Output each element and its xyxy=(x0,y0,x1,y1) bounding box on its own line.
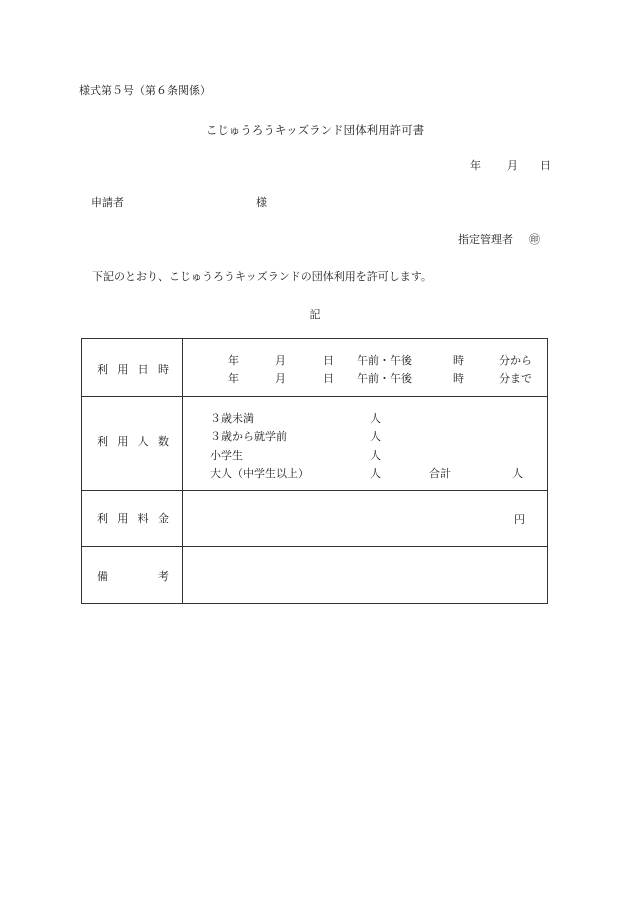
label-char: 用 xyxy=(117,435,129,448)
date-month: 月 xyxy=(507,159,518,172)
form-number: 様式第５号（第６条関係） xyxy=(79,84,211,97)
table-row-usage-people xyxy=(82,397,548,491)
to-minute-suffix: 分まで xyxy=(499,372,532,385)
under3-unit: 人 xyxy=(370,412,381,425)
label-char: 数 xyxy=(157,435,169,448)
document-title: こじゅうろうキッズランド団体利用許可書 xyxy=(205,123,425,137)
usage-people-value[interactable] xyxy=(183,397,548,491)
label-char: 利 xyxy=(97,435,108,448)
from-hour: 時 xyxy=(453,354,464,367)
usage-fee-label xyxy=(82,491,183,547)
date-day: 日 xyxy=(540,159,551,172)
applicant-honorific: 様 xyxy=(256,196,267,209)
table-row-usage-datetime xyxy=(82,339,548,397)
label-char: 料 xyxy=(137,512,149,525)
preschool-unit: 人 xyxy=(370,430,381,443)
under3-label: ３歳未満 xyxy=(210,412,254,425)
to-year: 年 xyxy=(228,372,239,385)
label-char: 備 xyxy=(97,570,108,583)
to-day: 日 xyxy=(323,372,334,385)
adult-label: 大人（中学生以上） xyxy=(210,467,309,480)
to-ampm: 午前・午後 xyxy=(357,372,412,385)
remarks-value[interactable] xyxy=(183,547,548,604)
from-day: 日 xyxy=(323,354,334,367)
preschool-label: ３歳から就学前 xyxy=(210,430,287,443)
permit-table xyxy=(81,338,548,604)
usage-datetime-label xyxy=(82,339,183,397)
label-char: 人 xyxy=(137,435,149,448)
usage-people-label xyxy=(82,397,183,491)
fee-unit: 円 xyxy=(514,513,525,526)
label-char: 日 xyxy=(137,363,149,376)
from-ampm: 午前・午後 xyxy=(357,354,412,367)
label-char: 時 xyxy=(157,363,169,376)
ki-heading: 記 xyxy=(309,308,321,321)
table-row-usage-fee xyxy=(82,491,548,547)
table-row-remarks xyxy=(82,547,548,604)
elementary-label: 小学生 xyxy=(210,449,243,462)
from-month: 月 xyxy=(275,354,286,367)
permission-statement: 下記のとおり、こじゅうろうキッズランドの団体利用を許可します。 xyxy=(92,270,432,283)
from-year: 年 xyxy=(228,354,239,367)
label-char: 用 xyxy=(117,363,129,376)
applicant-label: 申請者 xyxy=(91,196,124,209)
label-char: 利 xyxy=(97,512,108,525)
date-year: 年 xyxy=(470,159,481,172)
total-unit: 人 xyxy=(512,467,523,480)
to-hour: 時 xyxy=(453,372,464,385)
total-label: 合計 xyxy=(429,467,451,480)
label-char: 利 xyxy=(97,363,108,376)
to-month: 月 xyxy=(275,372,286,385)
seal-mark: ㊞ xyxy=(529,233,540,246)
usage-fee-value[interactable] xyxy=(183,491,548,547)
label-char: 用 xyxy=(117,512,129,525)
label-char: 考 xyxy=(158,570,169,583)
label-char: 金 xyxy=(157,512,169,525)
adult-unit: 人 xyxy=(370,467,381,480)
usage-datetime-value[interactable] xyxy=(183,339,548,397)
manager-label: 指定管理者 xyxy=(458,233,513,246)
remarks-label xyxy=(82,547,183,604)
elementary-unit: 人 xyxy=(370,449,381,462)
from-minute-suffix: 分から xyxy=(499,354,532,367)
